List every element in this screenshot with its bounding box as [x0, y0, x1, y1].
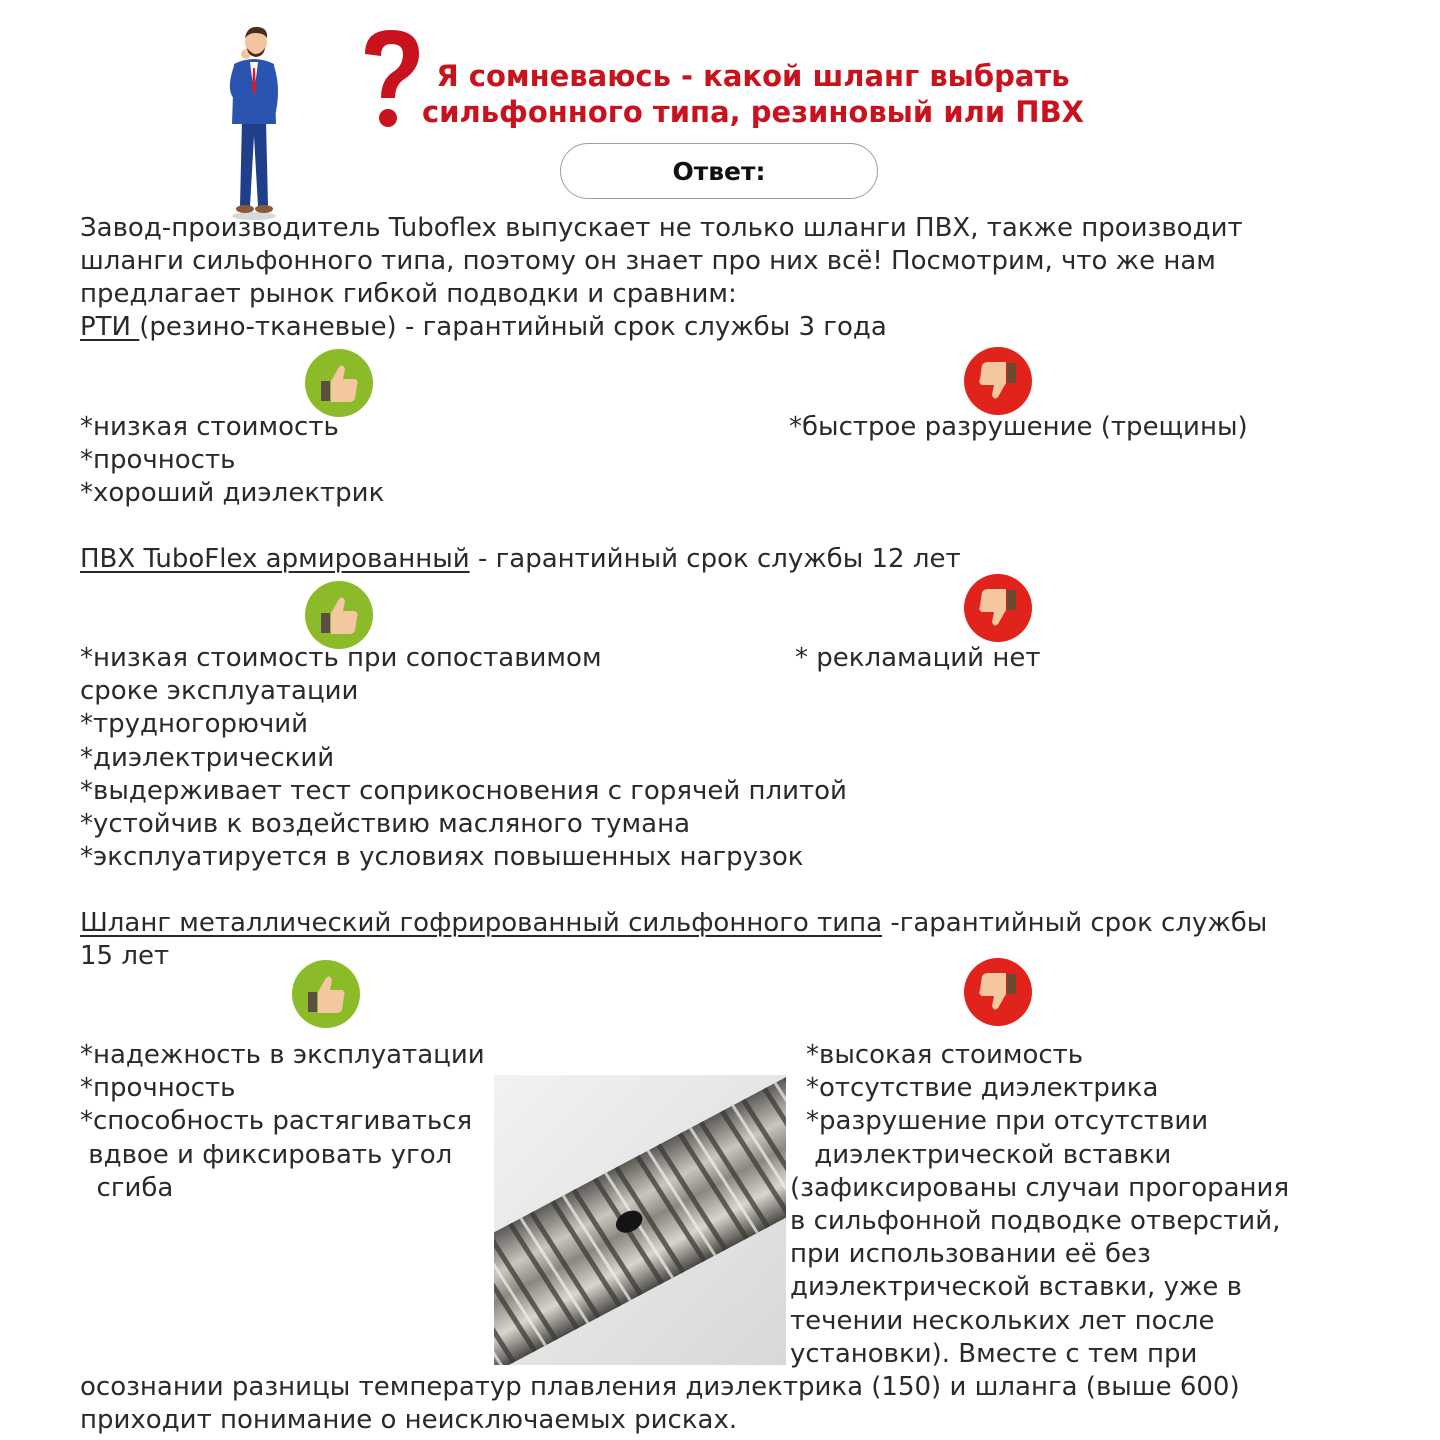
page-title-line-2: сильфонного типа, резиновый или ПВХ [421, 95, 1085, 129]
rti-con-1: *быстрое разрушение (трещины) [789, 412, 1248, 442]
metal-con-6: в сильфонной подводке отверстий, [790, 1206, 1281, 1236]
intro-line-2: шланги сильфонного типа, поэтому он знает про них всё! Посмотрим, что же нам [80, 246, 1216, 276]
pvc-pro-1: *низкая стоимость при сопоставимом [80, 643, 602, 673]
pvc-pro-2: сроке эксплуатации [80, 676, 359, 706]
section-heading-metal-underlined: Шланг металлический гофрированный сильфонного типа [80, 908, 883, 938]
page-title-line-1: Я сомневаюсь - какой шланг выбрать [436, 59, 1070, 93]
pvc-pro-3: *трудногорючий [80, 709, 309, 739]
businessman-illustration [220, 24, 290, 222]
pvc-pro-6: *устойчив к воздействию масляного тумана [80, 809, 691, 839]
metal-con-2: *отсутствие диэлектрика [806, 1073, 1159, 1103]
thumbs-up-icon [305, 581, 373, 649]
rti-pro-2: *прочность [80, 445, 236, 475]
thumbs-up-icon [292, 960, 360, 1028]
metal-con-9: течении нескольких лет после [790, 1306, 1215, 1336]
pvc-con-1: * рекламаций нет [795, 643, 1041, 673]
pvc-pro-5: *выдерживает тест соприкосновения с горячей плитой [80, 776, 847, 806]
rti-pro-3: *хороший диэлектрик [80, 478, 385, 508]
intro-line-1: Завод-производитель Tuboflex выпускает не только шланги ПВХ, также производит [80, 213, 1243, 243]
section-heading-rti-underlined: РТИ [80, 312, 140, 342]
question-mark-icon [357, 26, 427, 136]
section-heading-rti-rest: (резино-тканевые) - гарантийный срок службы 3 года [139, 312, 887, 342]
answer-label: Ответ: [672, 156, 766, 186]
thumbs-down-icon [964, 347, 1032, 415]
section-heading-rti [80, 311, 887, 344]
metal-pro-3: *способность растягиваться [80, 1106, 473, 1136]
answer-label-box [560, 143, 878, 199]
metal-pro-2: *прочность [80, 1073, 236, 1103]
section-heading-pvc-underlined: ПВХ TuboFlex армированный [80, 544, 470, 574]
thumbs-down-icon [964, 574, 1032, 642]
metal-con-5: (зафиксированы случаи прогорания [790, 1173, 1290, 1203]
pvc-pro-7: *эксплуатируется в условиях повышенных нагрузок [80, 842, 804, 872]
corrugated-hose-photo [494, 1075, 786, 1365]
metal-con-4: диэлектрической вставки [806, 1140, 1172, 1170]
metal-footer-line-1: осознании разницы температур плавления диэлектрика (150) и шланга (выше 600) [80, 1372, 1240, 1402]
section-heading-metal-line-2: 15 лет [80, 941, 170, 971]
metal-con-8: диэлектрической вставки, уже в [790, 1272, 1242, 1302]
section-heading-pvc-rest: - гарантийный срок службы 12 лет [469, 544, 961, 574]
pvc-pro-4: *диэлектрический [80, 743, 335, 773]
metal-con-7: при использовании её без [790, 1239, 1151, 1269]
metal-con-3: *разрушение при отсутствии [806, 1106, 1209, 1136]
section-heading-metal-rest: -гарантийный срок службы [882, 908, 1268, 938]
section-heading-metal [80, 907, 1267, 940]
thumbs-down-icon [964, 958, 1032, 1026]
section-heading-pvc [80, 543, 961, 576]
metal-pro-5: сгиба [80, 1173, 174, 1203]
metal-footer-line-2: приходит понимание о неисключаемых рисках. [80, 1405, 738, 1435]
metal-con-1: *высокая стоимость [806, 1040, 1084, 1070]
rti-pro-1: *низкая стоимость [80, 412, 339, 442]
metal-pro-1: *надежность в эксплуатации [80, 1040, 485, 1070]
metal-con-10: установки). Вместе с тем при [790, 1339, 1198, 1369]
metal-pro-4: вдвое и фиксировать угол [80, 1140, 453, 1170]
intro-line-3: предлагает рынок гибкой подводки и сравним: [80, 279, 737, 309]
thumbs-up-icon [305, 349, 373, 417]
